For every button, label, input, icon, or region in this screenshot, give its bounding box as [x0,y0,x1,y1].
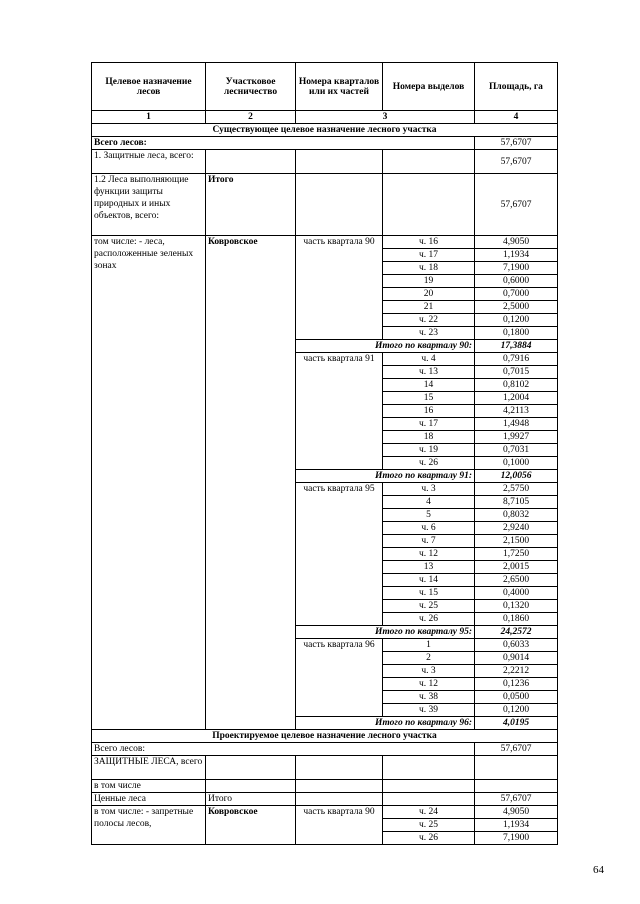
plot-number: ч. 3 [383,665,475,678]
area-value: 0,1200 [475,704,558,717]
plot-number: ч. 26 [383,457,475,470]
area-value: 1,7250 [475,548,558,561]
table-row [92,793,558,806]
plot-number: ч. 17 [383,418,475,431]
area-value: 57,6707 [475,174,558,236]
area-value: 2,1500 [475,535,558,548]
area-value: 8,7105 [475,496,558,509]
quarter-total-value: 4,0195 [475,717,558,730]
page-number: 64 [593,864,604,876]
area-value: 0,1236 [475,678,558,691]
area-value: 2,2212 [475,665,558,678]
plot-number: ч. 16 [383,236,475,249]
area-value: 0,6033 [475,639,558,652]
plot-number: ч. 25 [383,600,475,613]
area-value: 7,1900 [475,262,558,275]
plot-number: ч. 26 [383,613,475,626]
table-row [92,236,558,249]
section-row [92,730,558,743]
quarter-total-label: Итого по кварталу 90: [296,340,475,353]
area-value: 1,2004 [475,392,558,405]
area-value: 0,0500 [475,691,558,704]
table-row [92,756,558,780]
table-row [92,174,558,236]
plot-number: ч. 12 [383,678,475,691]
including-label: в том числе [92,780,206,793]
area-value: 57,6707 [475,150,558,174]
plot-number: ч. 17 [383,249,475,262]
header-row [92,63,558,111]
table-row [92,806,558,819]
group-label: 1.2 Леса выполняющие функции защиты природных и иных объектов, всего: [92,174,206,236]
quarter-total-value: 12,0056 [475,470,558,483]
plot-number: ч. 39 [383,704,475,717]
plot-number: 16 [383,405,475,418]
area-value: 0,9014 [475,652,558,665]
column-number: 4 [475,111,558,124]
forest-area-table [91,62,558,845]
plot-number: 2 [383,652,475,665]
area-value: 0,1200 [475,314,558,327]
plot-number: ч. 38 [383,691,475,704]
section-projected: Проектируемое целевое назначение лесного участка [92,730,558,743]
sub-label: в том числе: - запретные полосы лесов, [92,806,206,845]
quarter-total-label: Итого по кварталу 95: [296,626,475,639]
area-value: 0,7000 [475,288,558,301]
plot-number: ч. 14 [383,574,475,587]
area-value: 57,6707 [475,793,558,806]
plot-number: 21 [383,301,475,314]
header-forestry: Участковое лесничество [206,63,296,111]
area-value: 0,7916 [475,353,558,366]
section-existing: Существующее целевое назначение лесного участка [92,124,558,137]
plot-number: 1 [383,639,475,652]
plot-number: 4 [383,496,475,509]
table-row [92,137,558,150]
empty-cell [296,756,383,780]
area-value: 0,4000 [475,587,558,600]
plot-number: 18 [383,431,475,444]
quarter-total-label: Итого по кварталу 96: [296,717,475,730]
empty-cell [206,756,296,780]
quarter-total-value: 24,2572 [475,626,558,639]
plot-number: ч. 7 [383,535,475,548]
forestry-total: Итого [206,174,296,236]
plot-number: ч. 19 [383,444,475,457]
plot-number: ч. 22 [383,314,475,327]
plot-number: ч. 3 [383,483,475,496]
empty-cell [296,793,383,806]
quarter-name: часть квартала 91 [296,353,383,470]
empty-cell [383,793,475,806]
header-purpose: Целевое назначение лесов [92,63,206,111]
including-label: том числе: - леса, расположенные зеленых зонах [92,236,206,730]
plot-number: 19 [383,275,475,288]
area-value: 1,1934 [475,819,558,832]
section-row [92,124,558,137]
quarter-name: часть квартала 90 [296,236,383,340]
plot-number: 14 [383,379,475,392]
quarter-name: часть квартала 96 [296,639,383,717]
column-number: 3 [296,111,475,124]
area-value: 0,1000 [475,457,558,470]
column-number: 1 [92,111,206,124]
plot-number: 20 [383,288,475,301]
empty-cell [383,780,475,793]
all-forests-label: Всего лесов: [92,743,475,756]
plot-number: 13 [383,561,475,574]
area-value: 0,1800 [475,327,558,340]
quarter-total-value: 17,3884 [475,340,558,353]
area-value: 2,9240 [475,522,558,535]
area-value: 0,1320 [475,600,558,613]
plot-number: ч. 13 [383,366,475,379]
column-number-row [92,111,558,124]
empty-cell [296,780,383,793]
area-value: 7,1900 [475,832,558,845]
forestry-name: Ковровское [206,806,296,845]
area-value: 0,6000 [475,275,558,288]
plot-number: ч. 12 [383,548,475,561]
quarter-name: часть квартала 90 [296,806,383,845]
area-value: 4,9050 [475,806,558,819]
plot-number: 15 [383,392,475,405]
area-value: 4,2113 [475,405,558,418]
empty-cell [475,756,558,780]
area-value: 0,8102 [475,379,558,392]
empty-cell [383,756,475,780]
plot-number: 5 [383,509,475,522]
area-value: 0,1860 [475,613,558,626]
protective-label: 1. Защитные леса, всего: [92,150,206,174]
plot-number: ч. 18 [383,262,475,275]
area-value: 1,9927 [475,431,558,444]
all-forests-label: Всего лесов: [92,137,475,150]
empty-cell [475,780,558,793]
column-number: 2 [206,111,296,124]
plot-number: ч. 4 [383,353,475,366]
quarter-total-label: Итого по кварталу 91: [296,470,475,483]
valuable-label: Ценные леса [92,793,206,806]
area-value: 57,6707 [475,137,558,150]
area-value: 2,5000 [475,301,558,314]
plot-number: ч. 26 [383,832,475,845]
table-row [92,150,558,174]
area-value: 2,6500 [475,574,558,587]
header-plots: Номера выделов [383,63,475,111]
table-row [92,780,558,793]
area-value: 57,6707 [475,743,558,756]
area-value: 4,9050 [475,236,558,249]
area-value: 0,7031 [475,444,558,457]
plot-number: ч. 25 [383,819,475,832]
area-value: 0,7015 [475,366,558,379]
plot-number: ч. 24 [383,806,475,819]
protective-label: ЗАЩИТНЫЕ ЛЕСА, всего [92,756,206,780]
header-area: Площадь, га [475,63,558,111]
quarter-name: часть квартала 95 [296,483,383,626]
plot-number: ч. 23 [383,327,475,340]
area-value: 2,0015 [475,561,558,574]
area-value: 2,5750 [475,483,558,496]
forestry-name: Ковровское [206,236,296,730]
area-value: 1,4948 [475,418,558,431]
plot-number: ч. 6 [383,522,475,535]
area-value: 0,8032 [475,509,558,522]
empty-cell [206,780,296,793]
plot-number: ч. 15 [383,587,475,600]
header-quarters: Номера кварталов или их частей [296,63,383,111]
area-value: 1,1934 [475,249,558,262]
table-row [92,743,558,756]
forestry-total: Итого [206,793,296,806]
